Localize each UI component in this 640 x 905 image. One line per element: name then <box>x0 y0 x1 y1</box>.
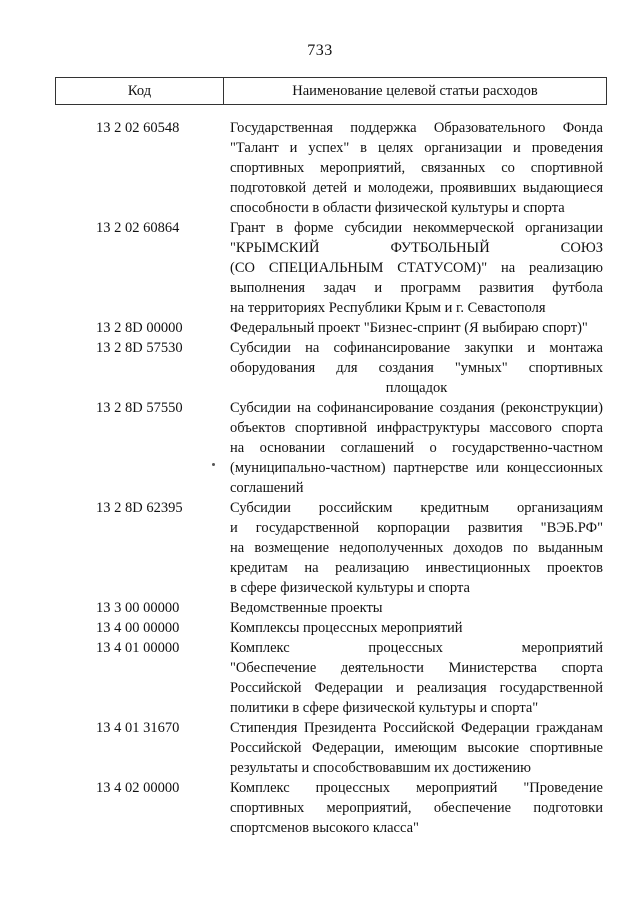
row-code: 13 2 8D 57530 <box>96 340 183 356</box>
description-line: "Обеспечение деятельности Министерства спорта <box>230 660 603 676</box>
description-line: "КРЫМСКИЙ ФУТБОЛЬНЫЙ СОЮЗ <box>230 240 603 256</box>
description-line: Комплекс процессных мероприятий <box>230 640 603 656</box>
description-line: кредитам на реализацию инвестиционных проектов <box>230 560 603 576</box>
row-description <box>230 618 603 638</box>
row-code: 13 3 00 00000 <box>96 600 180 616</box>
description-line: объектов спортивной инфраструктуры массового спорта <box>230 420 603 436</box>
table-row <box>0 778 640 838</box>
description-line: политики в сфере физической культуры и спорта" <box>230 700 539 716</box>
description-line: на возмещение недополученных доходов по выданным <box>230 540 603 556</box>
column-header-code: Код <box>56 78 224 104</box>
row-code: 13 4 00 00000 <box>96 620 180 636</box>
scan-speck <box>212 463 215 466</box>
row-description <box>230 318 603 338</box>
table-body <box>0 118 640 838</box>
description-line: Субсидии на софинансирование закупки и монтажа <box>230 340 603 356</box>
description-line: Российской Федерации, имеющим высокие спортивные <box>230 740 603 756</box>
description-line: спортивных мероприятий, обеспечение подготовки <box>230 800 603 816</box>
description-line: "Талант и успех" в целях организации и проведения <box>230 140 603 156</box>
row-code: 13 4 02 00000 <box>96 780 180 796</box>
description-line: Ведомственные проекты <box>230 600 383 616</box>
description-line: Стипендия Президента Российской Федерации гражданам <box>230 720 603 736</box>
table-row <box>0 398 640 498</box>
description-line: соглашений <box>230 480 304 496</box>
description-line: в сфере физической культуры и спорта <box>230 580 470 596</box>
table-row <box>0 338 640 398</box>
table-row <box>0 618 640 638</box>
description-line: (СО СПЕЦИАЛЬНЫМ СТАТУСОМ)" на реализацию <box>230 260 603 276</box>
table-row <box>0 318 640 338</box>
page-number: 733 <box>307 42 333 59</box>
row-code: 13 2 8D 57550 <box>96 400 183 416</box>
description-line: на основании соглашений о государственно-частном <box>230 440 603 456</box>
table-row <box>0 718 640 778</box>
row-code: 13 2 02 60864 <box>96 220 180 236</box>
description-line: способности в области физической культуры и спорта <box>230 200 565 216</box>
column-header-name: Наименование целевой статьи расходов <box>292 83 538 99</box>
row-code: 13 4 01 31670 <box>96 720 180 736</box>
row-description <box>230 718 603 778</box>
description-line: оборудования для создания "умных" спортивных <box>230 360 603 376</box>
table-row <box>0 498 640 598</box>
description-line: Субсидии российским кредитным организациям <box>230 500 603 516</box>
description-line: Грант в форме субсидии некоммерческой организации <box>230 220 603 236</box>
description-line: Федеральный проект "Бизнес-спринт (Я выбираю спорт)" <box>230 320 588 336</box>
description-line: подготовкой детей и молодежи, проявивших выдающиеся <box>230 180 603 196</box>
description-line: выполнения задач и программ развития футбола <box>230 280 603 296</box>
description-line: и государственной корпорации развития "ВЭБ.РФ" <box>230 520 603 536</box>
row-code: 13 2 02 60548 <box>96 120 180 136</box>
table-row <box>0 598 640 618</box>
description-line: Комплексы процессных мероприятий <box>230 620 463 636</box>
row-description <box>230 778 603 838</box>
description-line: Комплекс процессных мероприятий "Проведение <box>230 780 603 796</box>
row-description <box>230 498 603 598</box>
row-description <box>230 218 603 318</box>
row-description <box>230 598 603 618</box>
row-code: 13 4 01 00000 <box>96 640 180 656</box>
description-line: спортивных мероприятий, связанных со спортивной <box>230 160 603 176</box>
description-line: Субсидии на софинансирование создания (реконструкции) <box>230 400 603 416</box>
description-line: Государственная поддержка Образовательного Фонда <box>230 120 603 136</box>
table-row <box>0 218 640 318</box>
table-row <box>0 118 640 218</box>
row-description <box>230 118 603 218</box>
row-description <box>230 638 603 718</box>
description-line: спортсменов высокого класса" <box>230 820 419 836</box>
row-code: 13 2 8D 00000 <box>96 320 183 336</box>
row-code: 13 2 8D 62395 <box>96 500 183 516</box>
table-row <box>0 638 640 718</box>
description-line: результаты и способствовавшим их достижению <box>230 760 531 776</box>
row-description <box>230 398 603 498</box>
description-line: на территориях Республики Крым и г. Севастополя <box>230 300 546 316</box>
description-line: площадок <box>385 380 448 396</box>
description-line: (муниципально-частном) партнерстве или концессионных <box>230 460 603 476</box>
table-header <box>55 77 607 105</box>
row-description <box>230 338 603 398</box>
description-line: Российской Федерации и реализация государственной <box>230 680 603 696</box>
